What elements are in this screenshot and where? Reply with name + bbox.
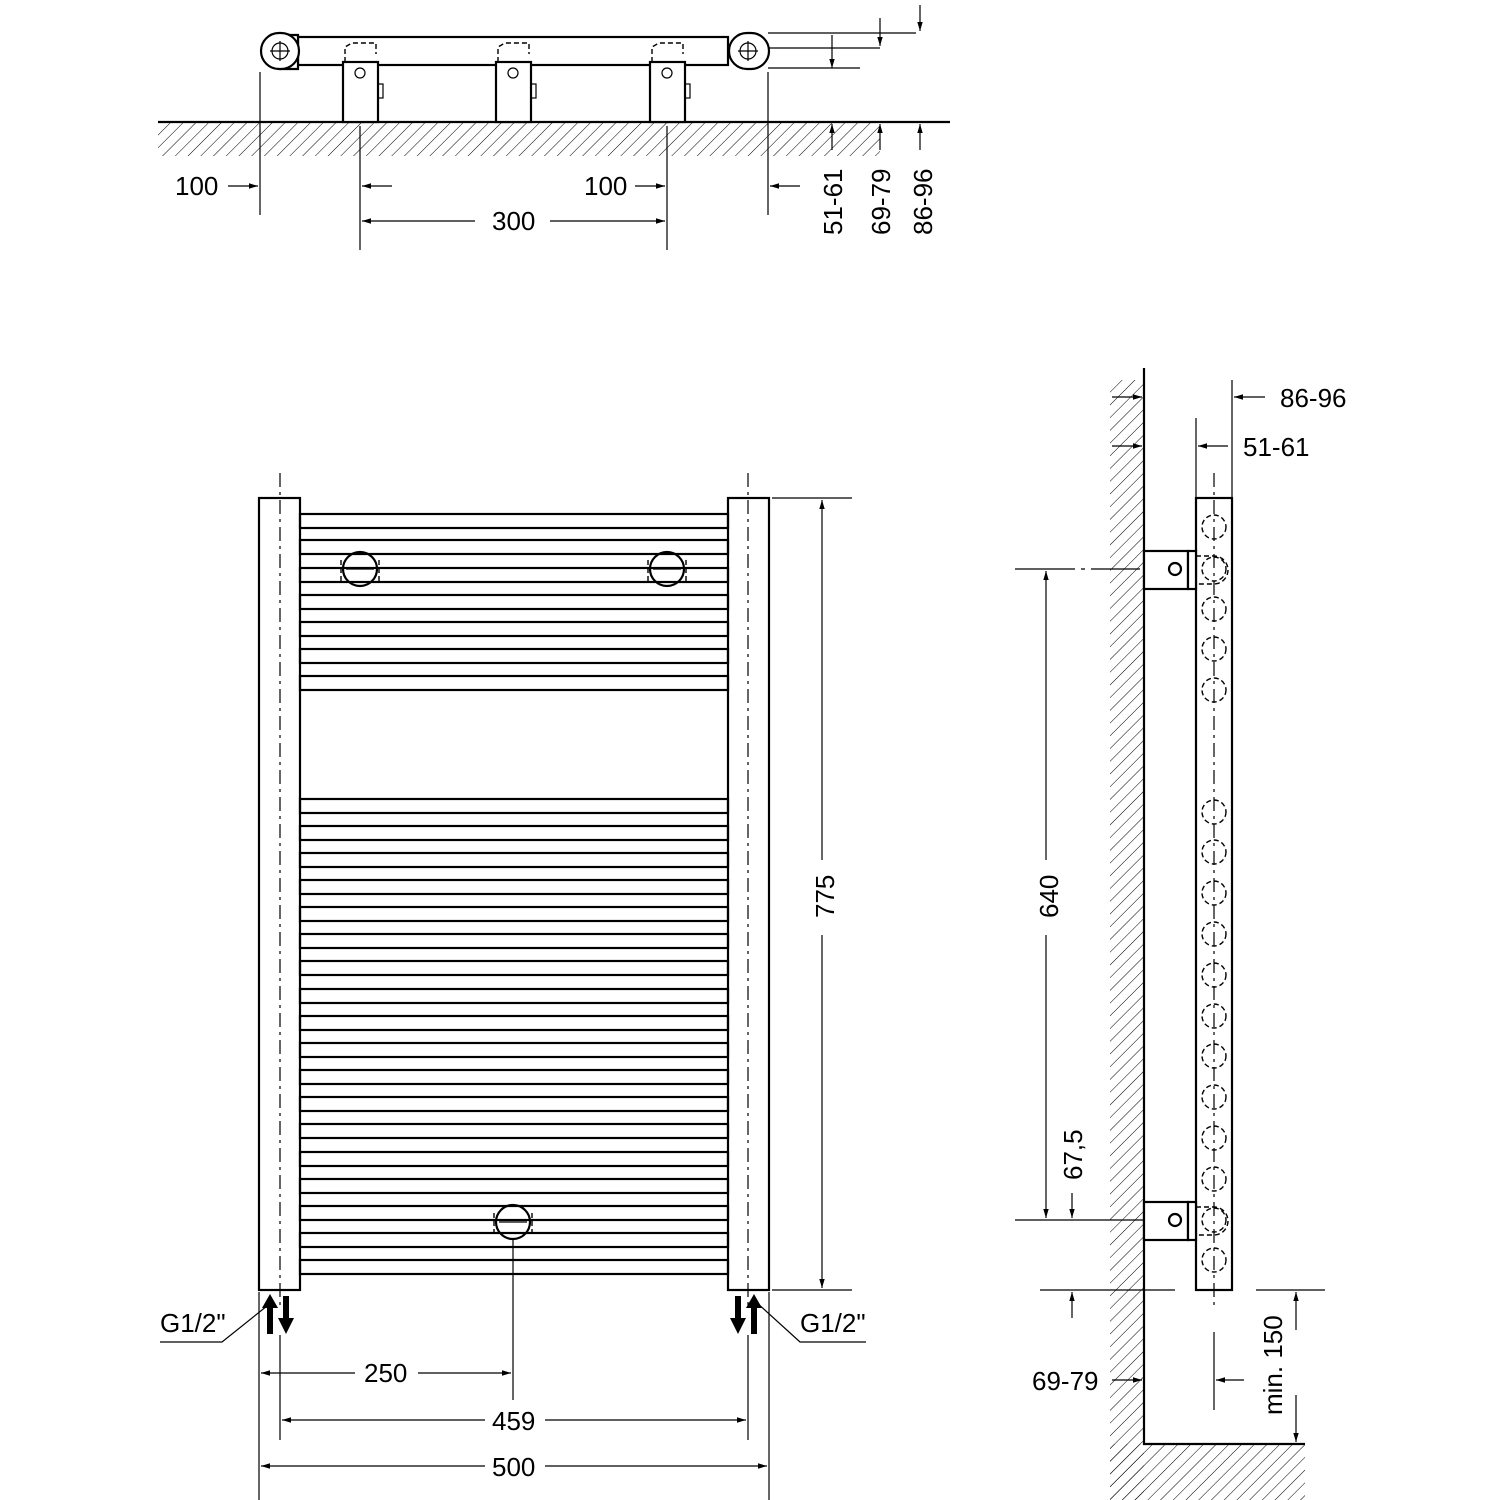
side-wall-hatch (1110, 380, 1144, 1500)
side-wall-line (1144, 368, 1305, 1444)
rung (300, 1070, 728, 1084)
top-wall-hatch (158, 122, 880, 156)
front-rungs (300, 514, 728, 1274)
side-bracket-top (1144, 551, 1228, 589)
front-label-g12-right: G1/2" (800, 1308, 866, 1338)
rung (300, 989, 728, 1003)
rung (300, 1152, 728, 1166)
top-bracket-left (343, 43, 383, 122)
rung (300, 1097, 728, 1111)
rung (300, 826, 728, 840)
front-dim-250: 250 (364, 1358, 408, 1388)
side-dim-67-5: 67,5 (1058, 1129, 1088, 1180)
rung (300, 1206, 728, 1220)
rung (300, 907, 728, 921)
side-view (1015, 368, 1347, 1500)
rung (300, 853, 728, 867)
side-dim-min-150: min. 150 (1258, 1315, 1288, 1415)
side-dim-640: 640 (1034, 874, 1064, 918)
top-dim-51-61: 51-61 (818, 168, 848, 235)
side-bracket-lower (1144, 1202, 1228, 1240)
front-dim-775: 775 (810, 874, 840, 918)
top-dim-69-79: 69-79 (866, 168, 896, 235)
rung (300, 880, 728, 894)
top-dim-100-left: 100 (175, 171, 219, 201)
top-dim-86-96: 86-96 (908, 168, 938, 235)
side-dim-51-61: 51-61 (1243, 432, 1310, 462)
side-dim-86-96: 86-96 (1280, 383, 1347, 413)
rung (300, 934, 728, 948)
front-view (160, 473, 866, 1500)
rung (300, 1260, 728, 1274)
side-floor-hatch (1110, 1444, 1305, 1500)
top-bracket-right (650, 43, 690, 122)
rung (300, 622, 728, 636)
rung (300, 676, 728, 690)
rung (300, 1179, 728, 1193)
rung (300, 799, 728, 813)
rung (300, 1124, 728, 1138)
rung (300, 595, 728, 609)
front-right-connection-arrows (730, 1294, 762, 1334)
top-view (158, 5, 950, 250)
front-dim-459: 459 (492, 1406, 536, 1436)
top-dim-100-right: 100 (584, 171, 628, 201)
rung (300, 514, 728, 528)
side-dim-69-79: 69-79 (1032, 1366, 1099, 1396)
rung (300, 649, 728, 663)
rung (300, 1043, 728, 1057)
top-dim-300: 300 (492, 206, 536, 236)
front-left-connection-arrows (262, 1294, 294, 1334)
rung (300, 1016, 728, 1030)
top-bracket-mid (496, 43, 536, 122)
top-bar (298, 37, 728, 65)
rung (300, 961, 728, 975)
front-label-g12-left: G1/2" (160, 1308, 226, 1338)
rung (300, 568, 728, 582)
front-dim-500: 500 (492, 1452, 536, 1482)
